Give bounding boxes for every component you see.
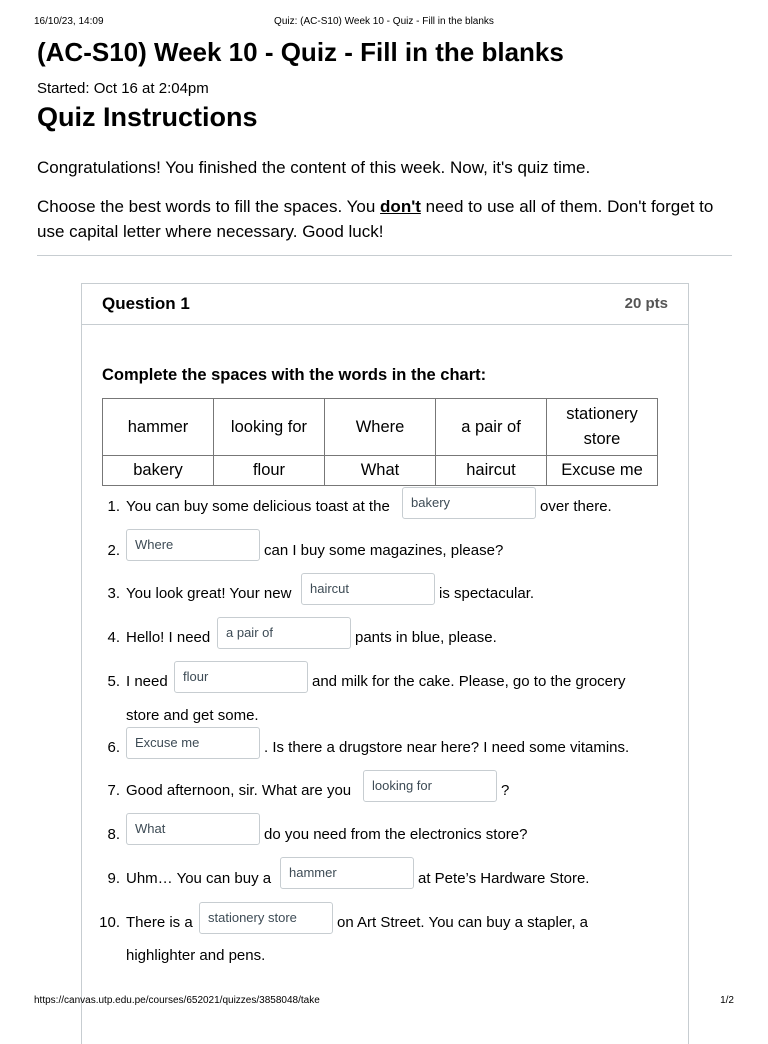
- answer-input[interactable]: hammer: [280, 857, 414, 889]
- word-table-row: [103, 456, 658, 486]
- item-number: 9.: [107, 870, 120, 887]
- item-text-before: Uhm… You can buy a: [126, 870, 272, 887]
- question-name: Question 1: [102, 294, 190, 313]
- item-number: 1.: [107, 498, 120, 515]
- answer-input[interactable]: bakery: [402, 487, 536, 519]
- item-text-after: . Is there a drugstore near here? I need some vitamins.: [264, 739, 630, 756]
- item-text-after: on Art Street. You can buy a stapler, a: [337, 914, 589, 931]
- word-table: [102, 398, 658, 486]
- print-page-number: 1/2: [720, 995, 734, 1006]
- item-text-before: I need: [126, 673, 168, 690]
- item-text-after: at Pete’s Hardware Store.: [418, 870, 590, 887]
- item-text-after: over there.: [540, 498, 612, 515]
- item-number: 6.: [107, 739, 120, 756]
- item-text-after: ?: [501, 782, 510, 799]
- item-text-before: You can buy some delicious toast at the: [126, 498, 390, 515]
- item-text-after: is spectacular.: [439, 585, 535, 602]
- question-prompt: Complete the spaces with the words in the chart:: [102, 366, 487, 384]
- answer-input[interactable]: stationery store: [199, 902, 333, 934]
- print-url: https://canvas.utp.edu.pe/courses/652021/quizzes/3858048/take: [34, 995, 320, 1006]
- item-number: 5.: [107, 673, 120, 690]
- print-doc-title: Quiz: (AC-S10) Week 10 - Quiz - Fill in the blanks: [274, 16, 494, 27]
- quiz-title: (AC-S10) Week 10 - Quiz - Fill in the blanks: [37, 37, 564, 67]
- answer-input[interactable]: Where: [126, 529, 260, 561]
- item-number: 8.: [107, 826, 120, 843]
- word-cell: looking for: [214, 399, 325, 456]
- word-cell: a pair of: [436, 399, 547, 456]
- item-number: 4.: [107, 629, 120, 646]
- item-number: 10.: [99, 914, 120, 931]
- item-number: 3.: [107, 585, 120, 602]
- question-points: 20 pts: [624, 295, 668, 312]
- word-cell: haircut: [436, 456, 547, 486]
- item-text-after: pants in blue, please.: [355, 629, 497, 646]
- print-datetime: 16/10/23, 14:09: [34, 16, 104, 27]
- print-header: [34, 16, 734, 30]
- question-header: [82, 284, 688, 325]
- answer-input[interactable]: flour: [174, 661, 308, 693]
- instructions-p2-after: need to use all of them. Don't forget to use capital letter where necessary. Good luck!: [37, 197, 714, 241]
- item-text-after: do you need from the electronics store?: [264, 826, 528, 843]
- word-table-row: [103, 399, 658, 456]
- instructions-p2-before: Choose the best words to fill the spaces. You: [37, 197, 381, 216]
- answer-input[interactable]: Excuse me: [126, 727, 260, 759]
- item-text-before: You look great! Your new: [126, 585, 292, 602]
- answer-input[interactable]: looking for: [363, 770, 497, 802]
- divider: [37, 255, 732, 256]
- word-cell: bakery: [103, 456, 214, 486]
- item-number: 7.: [107, 782, 120, 799]
- print-footer: [34, 995, 734, 1009]
- item-text-continued: highlighter and pens.: [126, 947, 266, 964]
- item-text-before: Hello! I need: [126, 629, 211, 646]
- word-cell: What: [325, 456, 436, 486]
- word-cell: stationery store: [547, 399, 658, 456]
- answer-input[interactable]: haircut: [301, 573, 435, 605]
- item-number: 2.: [107, 542, 120, 559]
- instructions-heading: Quiz Instructions: [37, 102, 258, 132]
- item-text-continued: store and get some.: [126, 707, 259, 724]
- item-text-after: can I buy some magazines, please?: [264, 542, 504, 559]
- answer-input[interactable]: What: [126, 813, 260, 845]
- word-cell: Excuse me: [547, 456, 658, 486]
- question-card: [81, 283, 689, 1044]
- instructions-paragraph-2: [37, 194, 727, 244]
- item-text-after: and milk for the cake. Please, go to the grocery: [312, 673, 626, 690]
- word-cell: Where: [325, 399, 436, 456]
- answer-input[interactable]: a pair of: [217, 617, 351, 649]
- word-cell: flour: [214, 456, 325, 486]
- item-text-before: Good afternoon, sir. What are you: [126, 782, 352, 799]
- instructions-p2-emphasis: don't: [380, 197, 421, 216]
- word-cell: hammer: [103, 399, 214, 456]
- instructions-paragraph-1: Congratulations! You finished the content of this week. Now, it's quiz time.: [37, 158, 591, 177]
- quiz-started: Started: Oct 16 at 2:04pm: [37, 80, 209, 97]
- item-text-before: There is a: [126, 914, 193, 931]
